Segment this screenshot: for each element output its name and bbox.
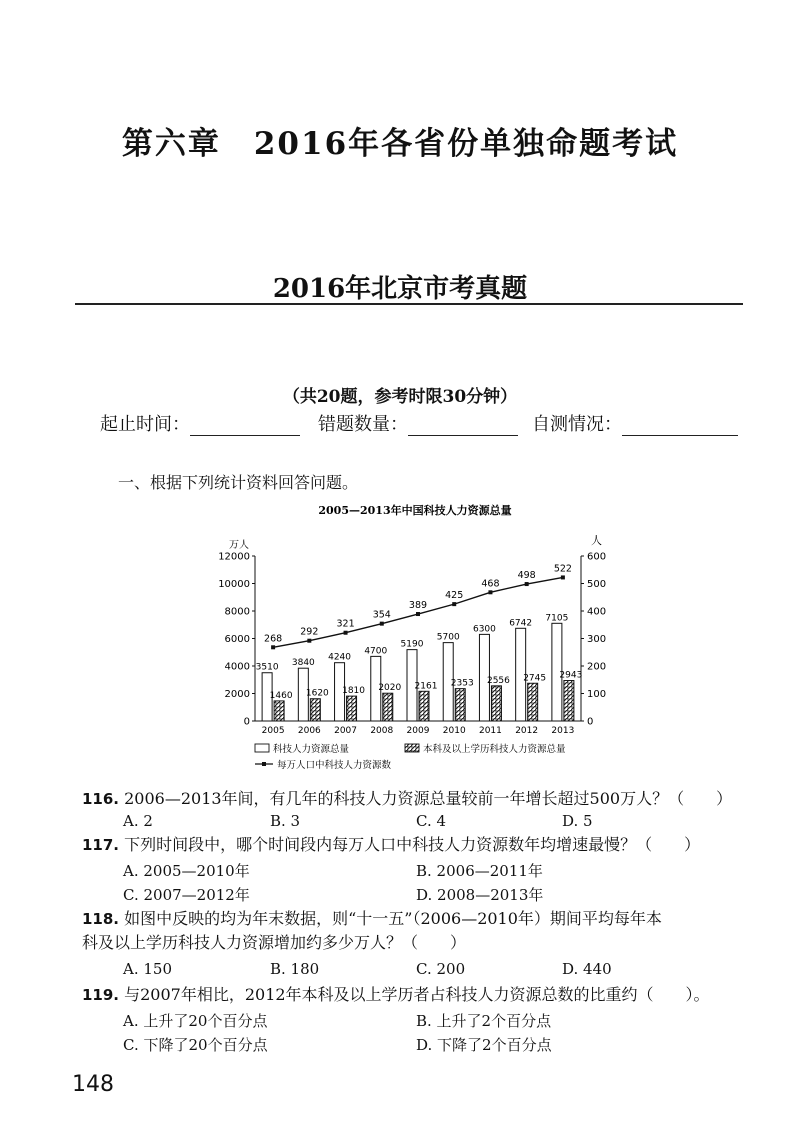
bar-bachelor — [419, 691, 429, 721]
line-point-label: 389 — [408, 600, 428, 612]
line-point-label: 268 — [264, 633, 283, 645]
question-116-text: 2006—2013年间，有几年的科技人力资源总量较前一年增长超过500万人？（ ） — [124, 789, 733, 808]
bar-bachelor-label: 1460 — [269, 690, 293, 701]
right-tick-label: 200 — [587, 661, 607, 673]
question-118-text: 如图中反映的均为年末数据，则“十一五”（2006—2010年）期间平均每年本科及以上学历科技人力资源增加约多少万人？（ ） — [82, 909, 662, 952]
left-tick-label: 6000 — [224, 634, 250, 645]
wrong-count-blank[interactable] — [408, 415, 518, 436]
q119-option-c[interactable]: C. 下降了20个百分点 — [123, 1036, 268, 1054]
bar-bachelor-label: 2020 — [378, 683, 402, 694]
q119-option-d[interactable]: D. 下降了2个百分点 — [416, 1036, 552, 1054]
exam-title: 2016年北京市考真题 — [272, 274, 528, 304]
right-tick-label: 100 — [587, 689, 607, 700]
self-assessment-field — [532, 410, 738, 436]
bar-total-label: 6300 — [472, 624, 496, 635]
legend-total: 科技人力资源总量 — [273, 744, 350, 755]
q119-option-a[interactable]: A. 上升了20个百分点 — [123, 1012, 268, 1030]
line-point — [271, 645, 275, 649]
q118-option-a[interactable]: A. 150 — [123, 960, 172, 978]
line-point-label: 425 — [445, 590, 464, 602]
q117-option-d[interactable]: D. 2008—2013年 — [416, 886, 544, 904]
bar-bachelor-label: 2353 — [450, 678, 474, 689]
line-point — [380, 622, 384, 626]
bar-bachelor — [383, 693, 393, 721]
bar-bachelor — [274, 701, 284, 721]
bar-bachelor — [564, 681, 574, 721]
chart — [215, 498, 615, 783]
right-tick-label: 600 — [587, 551, 607, 563]
bar-total-label: 7105 — [545, 613, 569, 624]
bar-bachelor-label: 2745 — [523, 673, 547, 684]
question-116-number: 116. — [82, 790, 120, 808]
bar-total-label: 3510 — [255, 662, 279, 673]
bar-bachelor-label: 1620 — [305, 688, 329, 699]
x-tick-label: 2011 — [478, 726, 502, 736]
left-tick-label: 0 — [243, 716, 250, 728]
bar-total-label: 3840 — [291, 658, 315, 669]
q116-option-b[interactable]: B. 3 — [270, 812, 301, 830]
q119-option-b[interactable]: B. 上升了2个百分点 — [416, 1012, 552, 1030]
line-point-label: 498 — [517, 570, 536, 582]
legend-line: 每万人口中科技人力资源数 — [277, 760, 392, 771]
right-tick-label: 400 — [587, 606, 607, 618]
bar-bachelor — [455, 689, 465, 721]
right-tick-label: 0 — [587, 716, 594, 728]
wrong-count-label: 错题数量： — [318, 414, 408, 435]
self-assessment-label: 自测情况： — [532, 414, 622, 435]
line-point — [525, 582, 529, 586]
x-tick-label: 2006 — [297, 726, 321, 736]
start-end-time-label: 起止时间： — [100, 414, 190, 435]
self-assessment-blank[interactable] — [622, 415, 738, 436]
line-point-label: 354 — [372, 609, 391, 621]
section-heading: 一、根据下列统计资料回答问题。 — [118, 473, 359, 492]
bar-bachelor — [491, 686, 501, 721]
line-point — [307, 639, 311, 643]
line-point — [561, 575, 565, 579]
q118-option-d[interactable]: D. 440 — [562, 960, 612, 978]
q116-option-a[interactable]: A. 2 — [123, 812, 153, 830]
legend-swatch-bachelor — [405, 744, 419, 752]
left-axis-label: 万人 — [229, 540, 249, 551]
right-tick-label: 300 — [587, 634, 607, 645]
chapter-title: 第六章 2016年各省份单独命题考试 — [121, 126, 679, 162]
bar-bachelor-label: 2161 — [414, 681, 438, 692]
exam-info: （共20题，参考时限30分钟） — [282, 387, 518, 407]
bar-total-label: 5700 — [436, 632, 460, 643]
left-tick-label: 12000 — [218, 551, 250, 563]
question-116 — [82, 787, 732, 811]
bar-bachelor-label: 2943 — [559, 670, 583, 681]
q116-option-c[interactable]: C. 4 — [416, 812, 447, 830]
x-tick-label: 2013 — [551, 726, 575, 736]
x-tick-label: 2008 — [370, 726, 394, 736]
start-end-time-field — [100, 410, 300, 436]
chart-title: 2005—2013年中国科技人力资源总量 — [318, 504, 512, 517]
question-117-text: 下列时间段中，哪个时间段内每万人口中科技人力资源数年均增速最慢？（ ） — [124, 835, 701, 854]
question-117 — [82, 833, 700, 857]
left-tick-label: 4000 — [224, 661, 250, 673]
x-tick-label: 2012 — [515, 726, 539, 736]
bar-bachelor — [528, 683, 538, 721]
bar-bachelor-label: 2556 — [486, 675, 510, 686]
legend-bachelor: 本科及以上学历科技人力资源总量 — [423, 744, 566, 755]
line-point-label: 468 — [481, 578, 500, 590]
legend-swatch-total — [255, 744, 269, 752]
q118-option-b[interactable]: B. 180 — [270, 960, 320, 978]
bar-total-label: 6742 — [509, 618, 533, 629]
line-point — [452, 602, 456, 606]
question-119 — [82, 983, 710, 1007]
q118-option-c[interactable]: C. 200 — [416, 960, 466, 978]
question-118-number: 118. — [82, 910, 120, 928]
wrong-count-field — [318, 410, 518, 436]
bar-total-label: 4700 — [364, 646, 388, 657]
line-point — [344, 631, 348, 635]
bar-bachelor — [347, 696, 357, 721]
q117-option-b[interactable]: B. 2006—2011年 — [416, 862, 543, 880]
bar-total-label: 5190 — [400, 639, 424, 650]
right-tick-label: 500 — [587, 579, 607, 590]
x-tick-label: 2010 — [442, 726, 466, 736]
line-point — [488, 590, 492, 594]
left-tick-label: 10000 — [218, 579, 250, 590]
left-tick-label: 8000 — [224, 606, 250, 618]
bar-bachelor — [310, 699, 320, 721]
question-119-number: 119. — [82, 986, 120, 1004]
line-point-label: 292 — [300, 626, 319, 638]
question-119-text: 与2007年相比，2012年本科及以上学历者占科技人力资源总数的比重约（ ）。 — [124, 985, 710, 1004]
legend-swatch-line-marker — [262, 762, 266, 766]
right-axis-label: 人 — [591, 534, 602, 547]
question-118 — [82, 907, 672, 955]
x-tick-label: 2005 — [261, 726, 285, 736]
bar-bachelor-label: 1810 — [342, 686, 366, 697]
x-tick-label: 2009 — [406, 726, 430, 736]
page-number: 148 — [72, 1072, 114, 1097]
bar-total-label: 4240 — [328, 652, 352, 663]
q116-option-d[interactable]: D. 5 — [562, 812, 593, 830]
q117-option-a[interactable]: A. 2005—2010年 — [123, 862, 250, 880]
line-point — [416, 612, 420, 616]
q117-option-c[interactable]: C. 2007—2012年 — [123, 886, 250, 904]
left-tick-label: 2000 — [224, 689, 250, 700]
question-117-number: 117. — [82, 836, 120, 854]
x-tick-label: 2007 — [334, 726, 358, 736]
title-divider — [75, 303, 743, 305]
line-point-label: 522 — [553, 563, 572, 575]
line-point-label: 321 — [336, 618, 355, 630]
start-end-time-blank[interactable] — [190, 415, 300, 436]
